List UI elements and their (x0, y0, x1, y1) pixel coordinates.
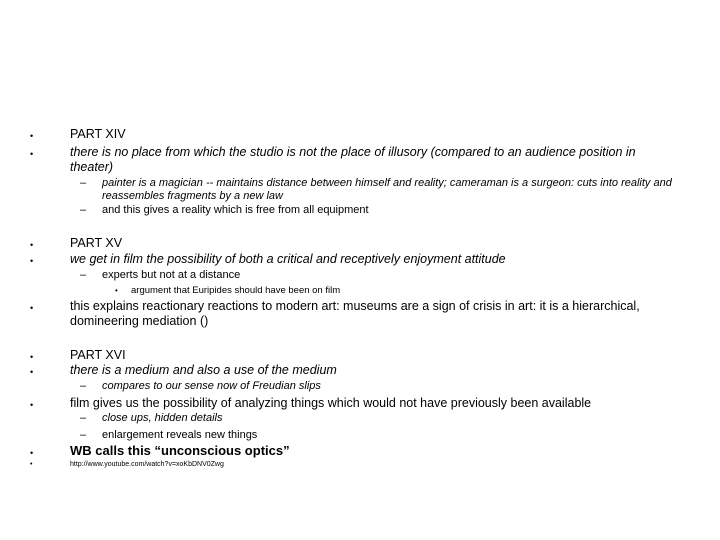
bullet-icon: • (30, 256, 34, 266)
dash-icon: – (80, 269, 87, 281)
bullet-icon: • (30, 448, 34, 458)
bullet-icon: • (30, 240, 34, 250)
part-xvi-claim: there is a medium and also a use of the medium (70, 363, 337, 377)
bullet-icon: • (30, 131, 34, 141)
bullet-icon: • (30, 352, 34, 362)
bullet-icon: • (115, 286, 118, 295)
bullet-icon: • (30, 461, 33, 468)
part-xv-reactionary-point: this explains reactionary reactions to modern art: museums are a sign of crisis in art: it is a hierarchical, domineering mediation () (70, 299, 640, 328)
bullet-icon: • (30, 367, 34, 377)
part-xvi-sub-enlargement: enlargement reveals new things (102, 429, 258, 441)
part-xv-claim: we get in film the possibility of both a critical and receptively enjoyment attitude (70, 252, 506, 266)
part-xv-subsub-euripides: argument that Euripides should have been on film (131, 285, 341, 296)
part-xiv-sub-reality: and this gives a reality which is free from all equipment (102, 204, 369, 216)
part-xiv-sub-magician: painter is a magician -- maintains distance between himself and reality; cameraman is a surgeon: cuts into reality and reassembles fragments by a new law (102, 177, 672, 202)
part-xvi-heading: PART XVI (70, 348, 126, 362)
dash-icon: – (80, 177, 87, 189)
part-xvi-sub-closeups: close ups, hidden details (102, 412, 223, 424)
bullet-icon: • (30, 303, 34, 313)
part-xiv-claim: there is no place from which the studio is not the place of illusory (compared to an audience position in theater) (70, 145, 636, 174)
dash-icon: – (80, 412, 87, 424)
dash-icon: – (80, 204, 87, 216)
part-xvi-film-analysis: film gives us the possibility of analyzing things which would not have previously been available (70, 396, 592, 410)
bullet-icon: • (30, 149, 34, 159)
part-xv-heading: PART XV (70, 236, 123, 250)
part-xvi-sub-freudian: compares to our sense now of Freudian slips (102, 380, 321, 392)
part-xv-sub-experts: experts but not at a distance (102, 269, 241, 281)
bullet-icon: • (30, 400, 34, 410)
unconscious-optics-point: WB calls this “unconscious optics” (70, 443, 290, 458)
youtube-link[interactable]: http://www.youtube.com/watch?v=xoKbDNV0Zwg (70, 461, 224, 468)
dash-icon: – (80, 429, 87, 441)
dash-icon: – (80, 380, 87, 392)
part-xiv-heading: PART XIV (70, 127, 126, 141)
